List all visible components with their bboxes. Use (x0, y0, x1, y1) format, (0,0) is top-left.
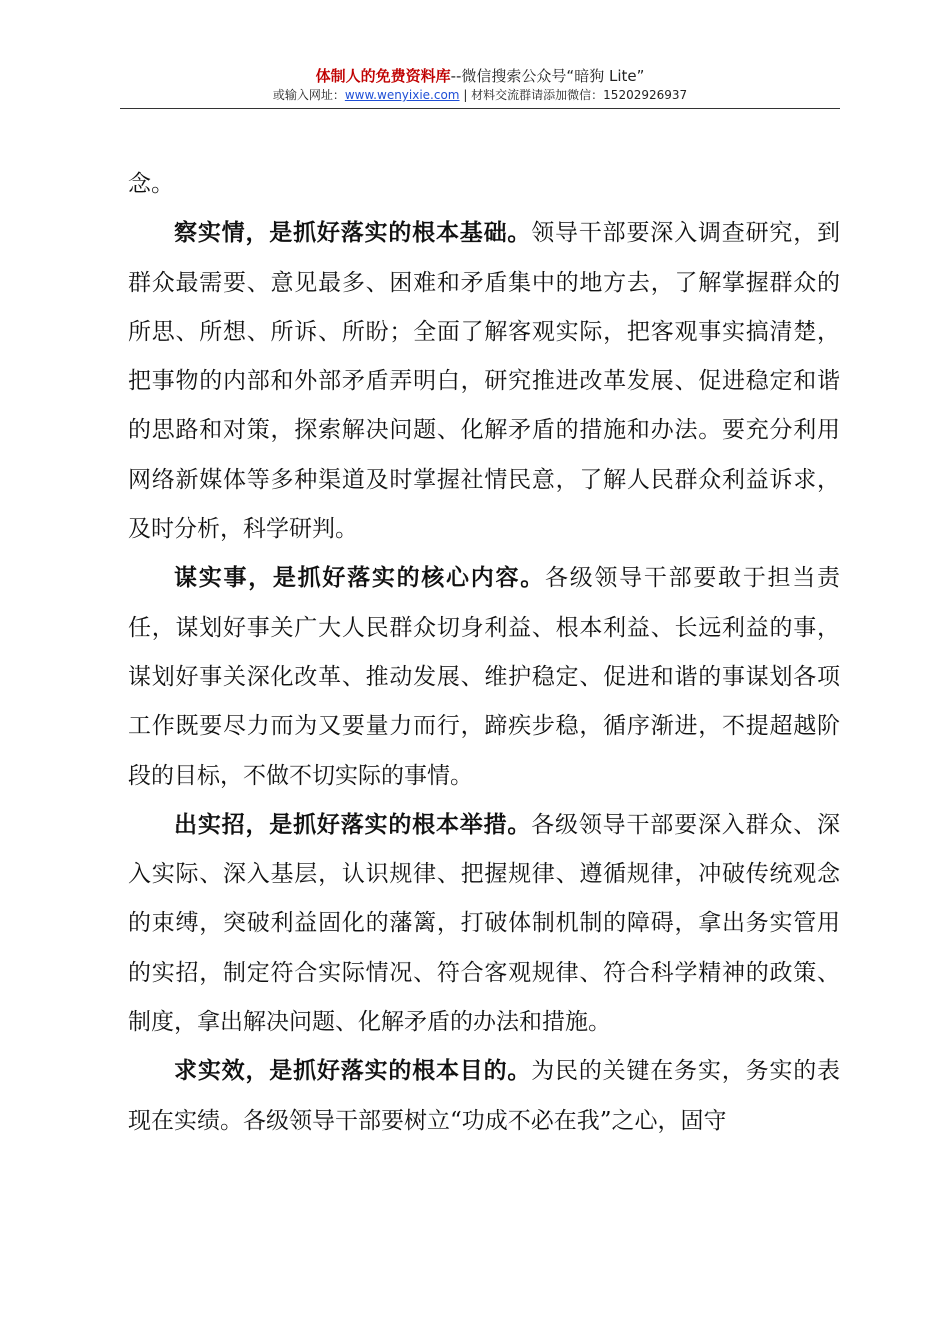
header-title-line (120, 66, 840, 86)
page-header (120, 66, 840, 104)
paragraph-text: 念。 (128, 171, 174, 197)
header-url-prefix: 或输入网址： (272, 88, 345, 102)
paragraph-investigate (128, 209, 840, 554)
paragraph-plan (128, 554, 840, 800)
paragraph-text: 各级领导干部要深入群众、深入实际、深入基层，认识规律、把握规律、遵循规律，冲破传统观念的束缚，突破利益固化的藩篱，打破体制机制的障碍，拿出务实管用的实招，制定符合实际情况、符合客观规律、符合科学精神的政策、制度，拿出解决问题、化解矛盾的办法和措施。 (128, 811, 841, 1036)
paragraph-lead: 求实效，是抓好落实的根本目的。 (174, 1058, 532, 1085)
header-contact-suffix: | 材料交流群请添加微信：15202926937 (459, 88, 688, 102)
paragraph-text: 各级领导干部要敢于担当责任，谋划好事关广大人民群众切身利益、根本利益、长远利益的事，谋划好事关深化改革、推动发展、维护稳定、促进和谐的事谋划各项工作既要尽力而为又要量力而行，蹄疾步稳，循序渐进，不提超越阶段的目标，不做不切实际的事情。 (128, 565, 841, 789)
header-divider (120, 108, 840, 109)
paragraph-lead: 察实情，是抓好落实的根本基础。 (174, 220, 532, 247)
header-brand: 体制人的免费资料库 (315, 67, 451, 85)
paragraph-lead: 出实招，是抓好落实的根本举措。 (174, 811, 532, 838)
paragraph-text: 为民的关键在务实，务实的表现在实绩。各级领导干部要树立“功成不必在我”之心，固守 (128, 1058, 841, 1134)
header-website-link[interactable]: www.wenyixie.com (344, 88, 460, 102)
paragraph-measures (128, 801, 840, 1047)
paragraph-results (128, 1047, 840, 1146)
paragraph-lead: 谋实事，是抓好落实的核心内容。 (174, 565, 545, 592)
paragraph-text: 领导干部要深入调查研究，到群众最需要、意见最多、困难和矛盾集中的地方去，了解掌握群众的所思、所想、所诉、所盼；全面了解客观实际，把客观事实搞清楚，把事物的内部和外部矛盾弄明白，研究推进改革发展、促进稳定和谐的思路和对策，探索解决问题、化解矛盾的措施和办法。要充分利用网络新媒体等多种渠道及时掌握社情民意，了解人民群众利益诉求，及时分析，科学研判。 (128, 220, 841, 543)
header-contact-line (120, 86, 840, 104)
document-body (128, 160, 840, 1146)
header-tagline: --微信搜索公众号“暗狗 Lite” (450, 67, 645, 85)
paragraph-continuation (128, 160, 840, 209)
